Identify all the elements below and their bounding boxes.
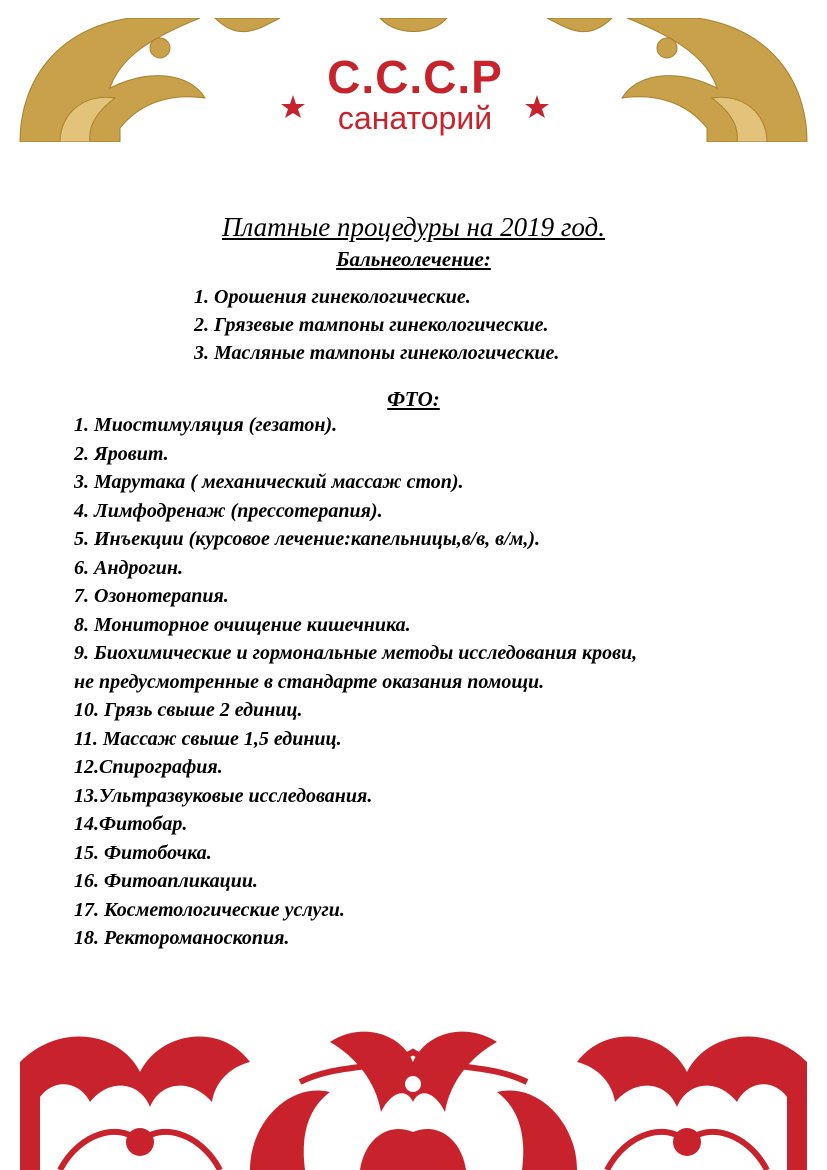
list-item: 4. Лимфодренаж (прессотерапия). (74, 499, 383, 522)
list-item: 1. Орошения гинекологические. (194, 286, 471, 308)
list-item: 7. Озонотерапия. (74, 585, 229, 607)
list-item: 11. Массаж свыше 1,5 единиц. (74, 727, 342, 750)
list-item: 10. Грязь свыше 2 единиц. (74, 699, 303, 721)
fto-list (74, 411, 774, 953)
list-item: 12.Спирография. (74, 756, 223, 778)
list-item: 15. Фитобочка. (74, 841, 212, 864)
list-item: 18. Ректороманоскопия. (74, 927, 290, 949)
list-item: 5. Инъекции (курсовое лечение:капельницы,в/в, в/м,). (74, 528, 540, 550)
balneo-heading: Бальнеолечение: (336, 247, 491, 271)
list-item: 8. Мониторное очищение кишечника. (74, 613, 411, 636)
list-item: 13.Ультразвуковые исследования. (74, 784, 373, 807)
bottom-red-ornament (0, 1022, 827, 1170)
star-icon (524, 94, 550, 120)
list-item: 2. Яровит. (74, 442, 169, 465)
fto-heading: ФТО: (387, 387, 440, 411)
list-item: не предусмотренные в стандарте оказания помощи. (74, 670, 545, 693)
list-item: 1. Миостимуляция (гезатон). (74, 414, 338, 436)
sanatorium-logo (280, 52, 550, 138)
list-item: 3. Марутака ( механический массаж стоп). (74, 471, 464, 493)
list-item: 6. Андрогин. (74, 556, 183, 579)
page-title: Платные процедуры на 2019 год. (222, 212, 605, 242)
list-item: 3. Масляные тампоны гинекологические. (194, 342, 560, 364)
list-item: 16. Фитоапликации. (74, 870, 258, 892)
list-item: 9. Биохимические и гормональные методы исследования крови, (74, 642, 638, 664)
list-item: 2. Грязевые тампоны гинекологические. (194, 314, 549, 336)
star-icon (280, 94, 306, 120)
balneo-list (194, 283, 559, 367)
logo-subtitle: санаторий (337, 100, 493, 136)
logo-title: С.С.С.Р (327, 51, 503, 103)
list-item: 17. Косметологические услуги. (74, 898, 345, 921)
list-item: 14.Фитобар. (74, 813, 188, 835)
